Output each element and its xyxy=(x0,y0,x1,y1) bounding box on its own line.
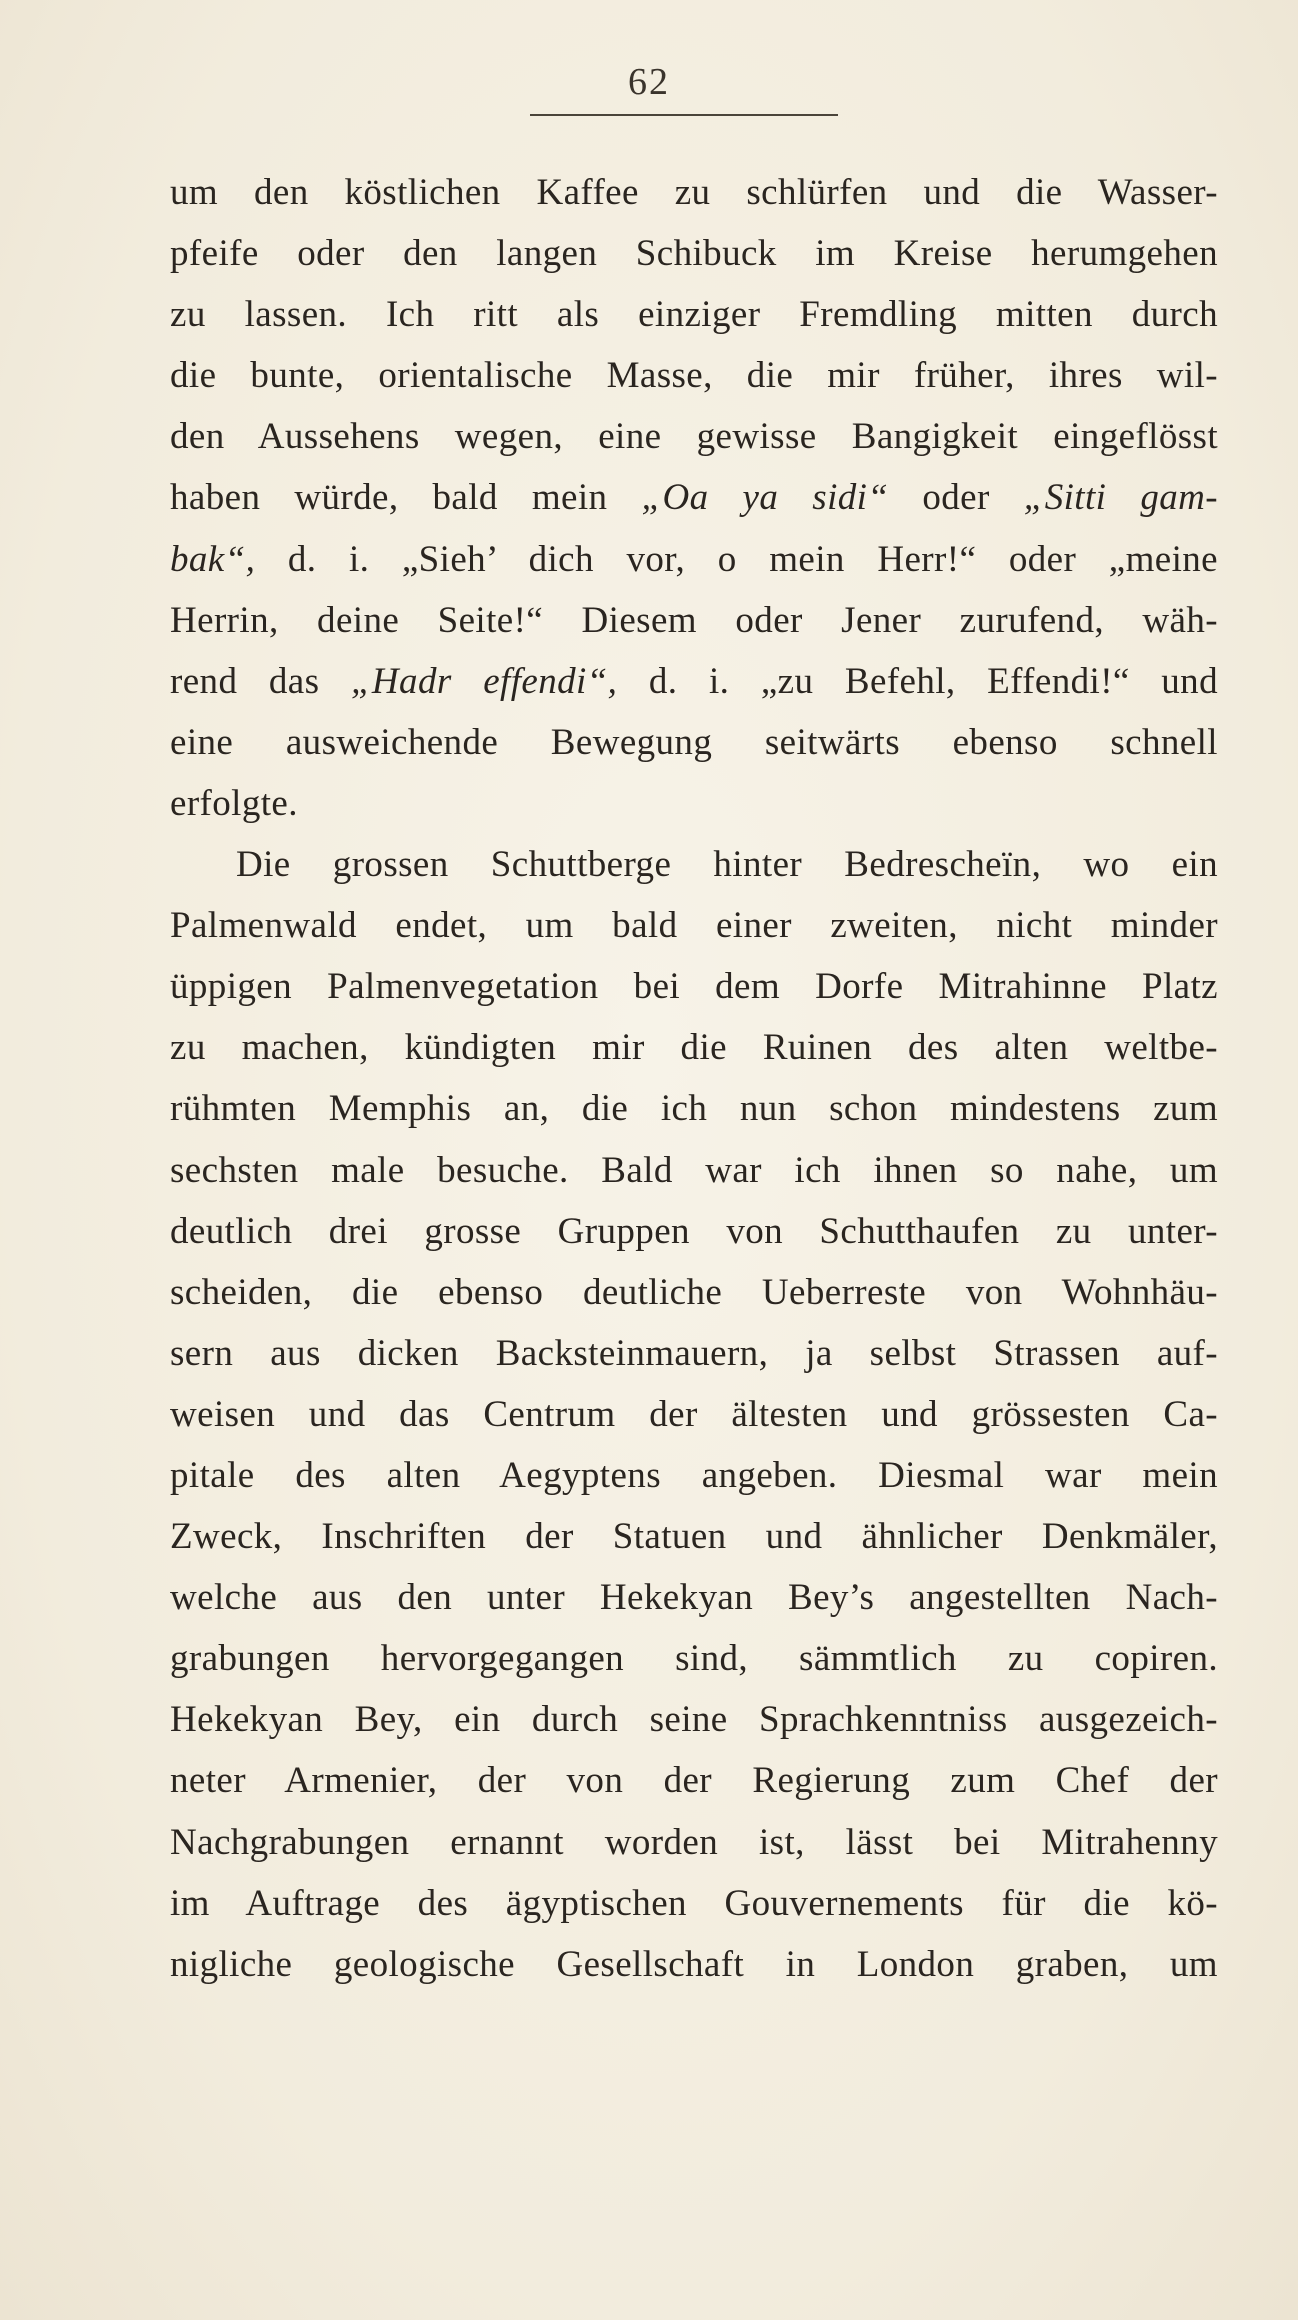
text-line: Zweck, Inschriften der Statuen und ähnlicher Denkmäler, xyxy=(170,1516,1218,1558)
text-line: nigliche geologische Gesellschaft in London graben, um xyxy=(170,1943,1218,1985)
text-line: sern aus dicken Backsteinmauern, ja selbst Strassen auf- xyxy=(170,1332,1218,1374)
text-line: zu lassen. Ich ritt als einziger Fremdling mitten durch xyxy=(170,294,1218,336)
text-line: Nachgrabungen ernannt worden ist, lässt bei Mitrahenny xyxy=(170,1821,1218,1863)
text-line: den Aussehens wegen, eine gewisse Bangigkeit eingeflösst xyxy=(170,416,1218,458)
body-text xyxy=(170,162,1218,1995)
page-number: 62 xyxy=(628,61,670,103)
text-segment: rend das xyxy=(170,660,351,702)
header-rule xyxy=(530,114,838,116)
text-line: eine ausweichende Bewegung seitwärts ebenso schnell xyxy=(170,721,1218,763)
text-line xyxy=(170,467,1218,528)
italic-phrase: „Oa ya sidi“ xyxy=(641,477,889,519)
text-line: weisen und das Centrum der ältesten und grössesten Ca- xyxy=(170,1393,1218,1435)
italic-phrase: „Hadr effendi“, xyxy=(350,660,618,702)
text-line: Hekekyan Bey, ein durch seine Sprachkenntniss ausgezeich- xyxy=(170,1699,1218,1741)
text-line xyxy=(170,529,1218,590)
text-line: neter Armenier, der von der Regierung zum Chef der xyxy=(170,1760,1218,1802)
text-line: üppigen Palmenvegetation bei dem Dorfe Mitrahinne Platz xyxy=(170,966,1218,1008)
text-line: scheiden, die ebenso deutliche Ueberreste von Wohnhäu- xyxy=(170,1271,1218,1313)
text-line: deutlich drei grosse Gruppen von Schutthaufen zu unter- xyxy=(170,1210,1218,1252)
text-line: grabungen hervorgegangen sind, sämmtlich zu copiren. xyxy=(170,1638,1218,1680)
text-line: um den köstlichen Kaffee zu schlürfen und die Wasser- xyxy=(170,172,1218,213)
text-line: sechsten male besuche. Bald war ich ihnen so nahe, um xyxy=(170,1149,1218,1191)
italic-phrase: „Sitti gam- xyxy=(1023,477,1219,519)
text-line: pfeife oder den langen Schibuck im Kreise herumgehen xyxy=(170,233,1218,275)
text-line: pitale des alten Aegyptens angeben. Diesmal war mein xyxy=(170,1454,1218,1496)
text-line: Palmenwald endet, um bald einer zweiten, nicht minder xyxy=(170,905,1218,947)
text-line: Herrin, deine Seite!“ Diesem oder Jener zurufend, wäh- xyxy=(170,599,1218,641)
text-line: Die grossen Schuttberge hinter Bedrescheïn, wo ein xyxy=(236,844,1218,886)
text-segment: oder xyxy=(888,477,1024,519)
italic-phrase: bak“, xyxy=(170,538,256,580)
text-line xyxy=(170,651,1218,712)
text-line: welche aus den unter Hekekyan Bey’s angestellten Nach- xyxy=(170,1577,1218,1619)
text-segment: d. i. „Sieh’ dich vor, o mein Herr!“ oder „meine xyxy=(255,538,1218,580)
text-line: die bunte, orientalische Masse, die mir früher, ihres wil- xyxy=(170,355,1218,397)
text-line: im Auftrage des ägyptischen Gouvernements für die kö- xyxy=(170,1882,1218,1924)
text-segment: haben würde, bald mein xyxy=(170,477,642,519)
text-line: zu machen, kündigten mir die Ruinen des alten weltbe- xyxy=(170,1027,1218,1069)
text-line: rühmten Memphis an, die ich nun schon mindestens zum xyxy=(170,1088,1218,1130)
text-segment: d. i. „zu Befehl, Effendi!“ und xyxy=(617,660,1218,702)
text-line: erfolgte. xyxy=(170,782,298,824)
